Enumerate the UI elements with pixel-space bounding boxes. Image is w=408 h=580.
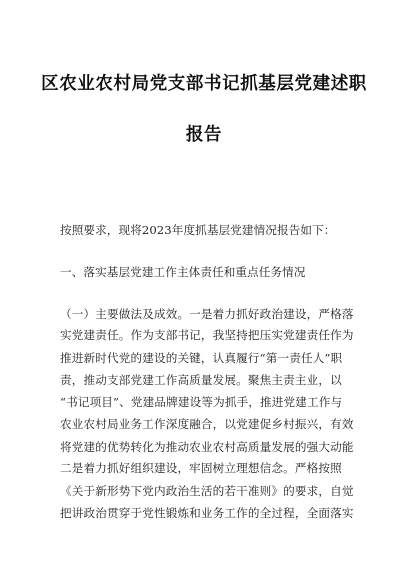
body-line: 《关于新形势下党内政治生活的若干准则》的要求，自觉 xyxy=(60,484,354,498)
section-heading: 一、落实基层党建工作主体责任和重点任务情况 xyxy=(60,265,306,279)
intro-paragraph: 按照要求，现将2023年度抓基层党建情况报告如下： xyxy=(60,223,336,237)
document-title-line-1: 区农业农村局党支部书记抓基层党建述职 xyxy=(41,74,367,94)
body-line: （一）主要做法及成效。一是着力抓好政治建设，严格落 xyxy=(60,307,354,321)
body-line: 实党建责任。作为支部书记，我坚持把压实党建责任作为 xyxy=(60,328,354,342)
document-title-line-2: 报告 xyxy=(185,125,223,145)
body-line: 将党建的优势转化为推动农业农村高质量发展的强大动能 xyxy=(60,440,354,454)
body-line: 责，推动支部党建工作高质量发展。聚焦主责主业，以 xyxy=(60,373,342,387)
body-line: 农业农村局业务工作深度融合，以党建促乡村振兴，有效 xyxy=(60,417,354,431)
body-line: 推进新时代党的建设的关键，认真履行“第一责任人”职 xyxy=(60,351,343,365)
body-line: “书记项目”、党建品牌建设等为抓手，推进党建工作与 xyxy=(60,395,343,409)
body-line: 把讲政治贯穿于党性锻炼和业务工作的全过程，全面落实 xyxy=(60,506,354,520)
body-line: 二是着力抓好组织建设，牢固树立理想信念。严格按照 xyxy=(60,461,342,475)
